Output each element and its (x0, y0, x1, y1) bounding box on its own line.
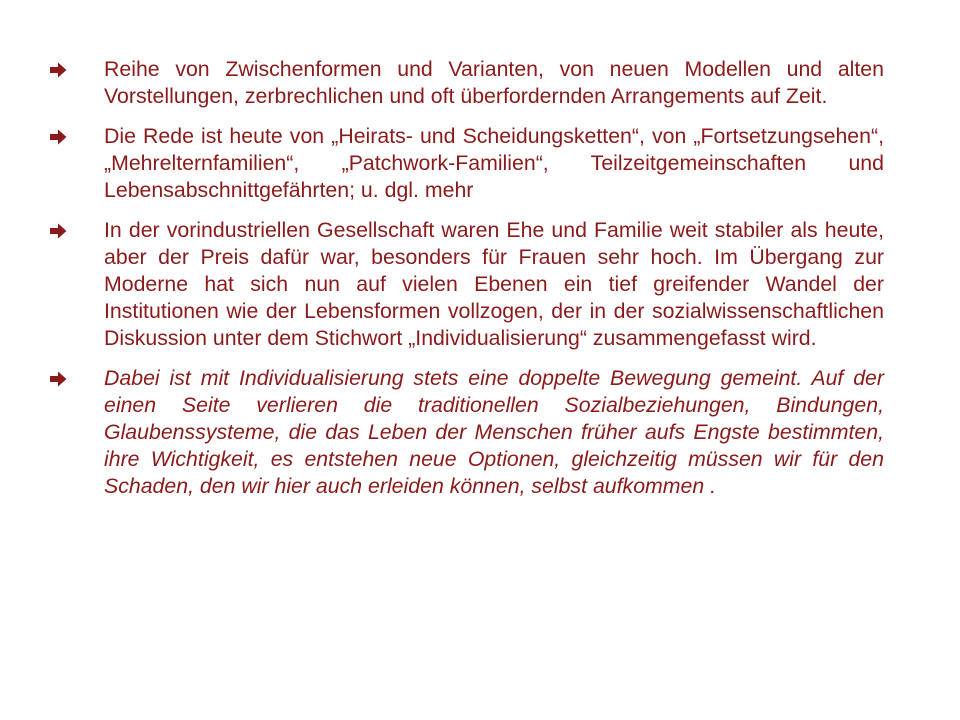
bullet-list (48, 56, 884, 513)
bullet-text: In der vorindustriellen Gesellschaft waren Ehe und Familie weit stabiler als heute, aber der Preis dafür war, besonders für Frauen sehr hoch. Im Übergang zur Moderne hat sich nun auf vielen Ebenen ein tief greifender Wandel der Institutionen wie der Lebensformen vollzogen, der in der sozialwissenschaftlichen Diskussion unter dem Stichwort „Individualisierung“ zusammengefasst wird. (104, 218, 884, 350)
bullet-item (48, 365, 884, 500)
bullet-item (48, 217, 884, 352)
arrow-right-icon (48, 217, 104, 244)
arrow-right-icon (48, 365, 104, 392)
arrow-right-icon (48, 123, 104, 150)
arrow-right-icon (48, 56, 104, 83)
bullet-item (48, 56, 884, 110)
bullet-text: Reihe von Zwischenformen und Varianten, von neuen Modellen und alten Vorstellungen, zerbrechlichen und oft überfordernden Arrangements auf Zeit. (104, 57, 884, 108)
bullet-text: Die Rede ist heute von „Heirats- und Scheidungsketten“, von „Fortsetzungsehen“, „Mehrelternfamilien“, „Patchwork-Familien“, Teilzeitgemeinschaften und Lebensabschnittgefährten; u. dgl. mehr (104, 124, 884, 202)
bullet-item (48, 123, 884, 204)
bullet-text: Dabei ist mit Individualisierung stets eine doppelte Bewegung gemeint. Auf der einen Seite verlieren die traditionellen Sozialbeziehungen, Bindungen, Glaubenssysteme, die das Leben der Menschen früher aufs Engste bestimmten, ihre Wichtigkeit, es entstehen neue Optionen, gleichzeitig müssen wir für den Schaden, den wir hier auch erleiden können, selbst aufkommen . (104, 366, 884, 498)
